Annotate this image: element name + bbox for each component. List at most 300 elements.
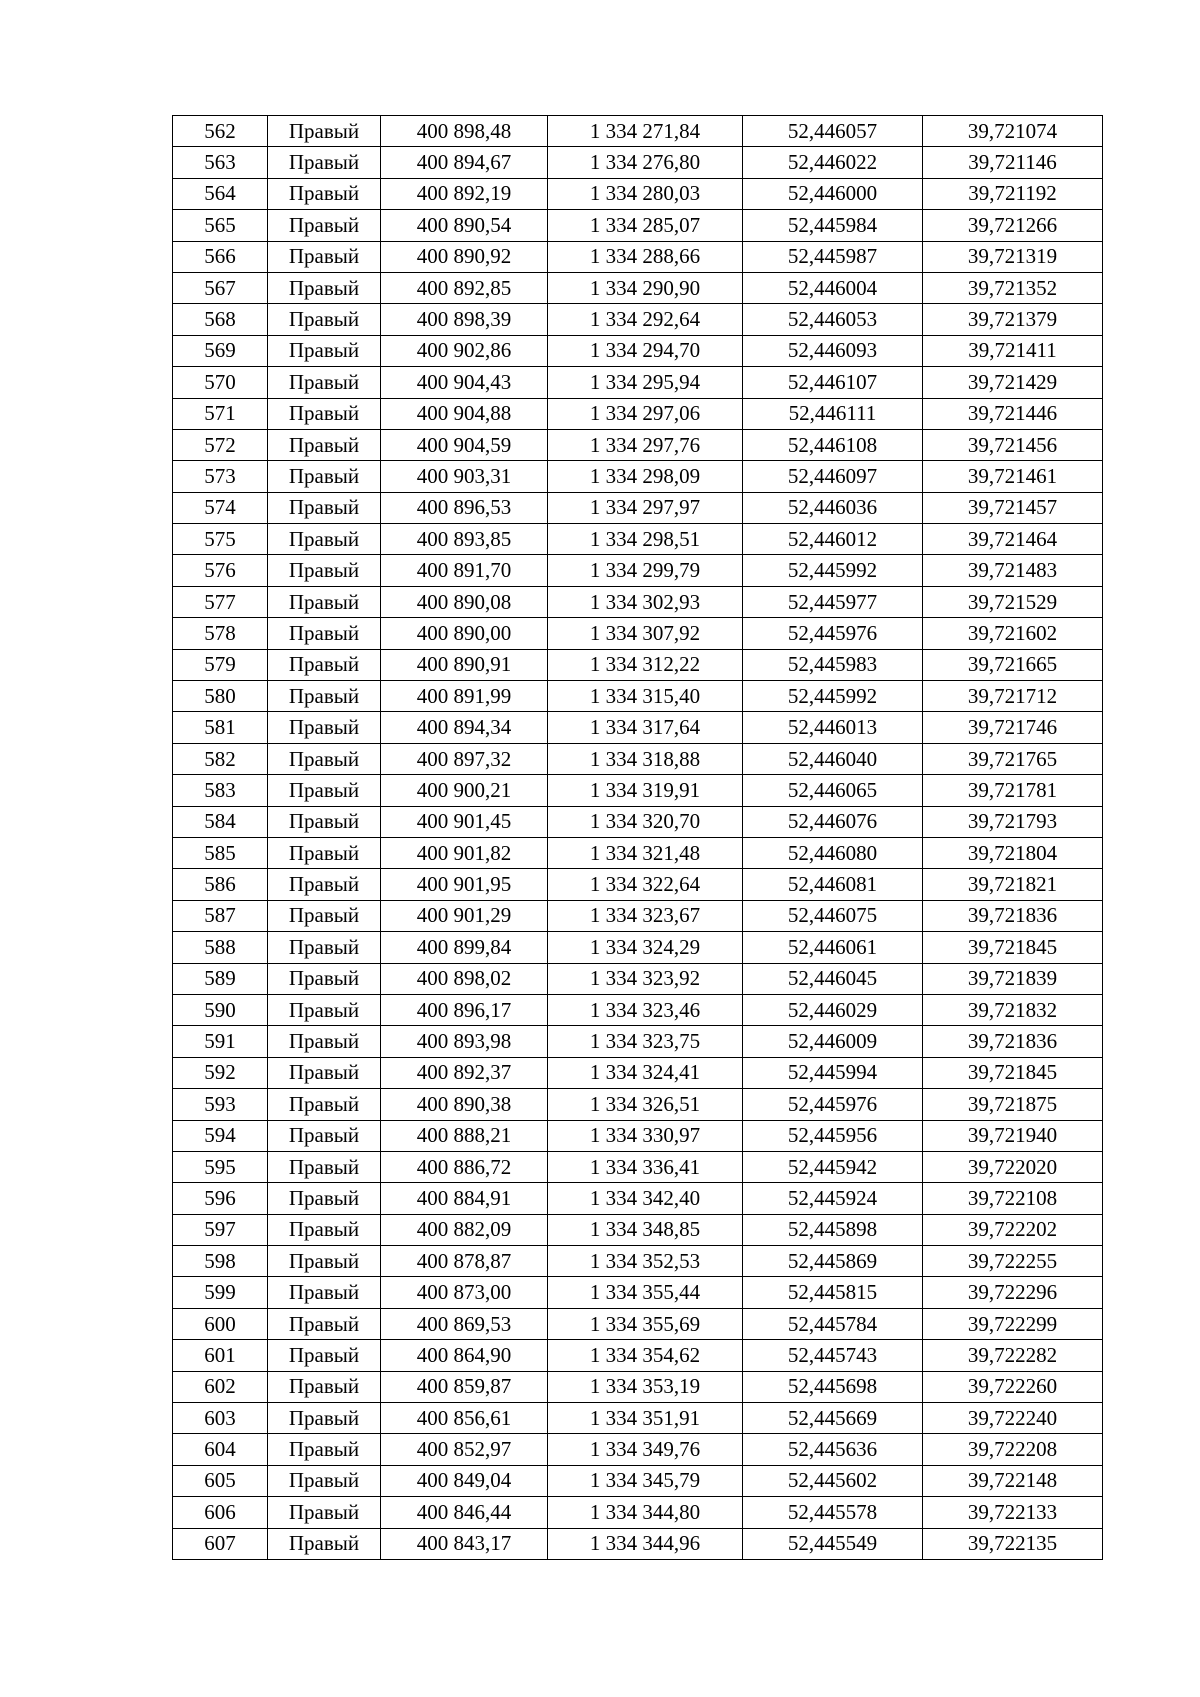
x-coordinate-cell: 400 864,90	[381, 1340, 548, 1371]
side-cell: Правый	[268, 837, 381, 868]
side-cell: Правый	[268, 1465, 381, 1496]
y-coordinate-cell: 1 334 317,64	[548, 712, 743, 743]
y-coordinate-cell: 1 334 276,80	[548, 147, 743, 178]
latitude-cell: 52,445815	[743, 1277, 923, 1308]
point-number-cell: 601	[173, 1340, 268, 1371]
point-number-cell: 603	[173, 1403, 268, 1434]
side-cell: Правый	[268, 116, 381, 147]
table-row	[173, 1026, 1103, 1057]
table-row	[173, 1183, 1103, 1214]
side-cell: Правый	[268, 869, 381, 900]
point-number-cell: 585	[173, 837, 268, 868]
side-cell: Правый	[268, 304, 381, 335]
table-row	[173, 1528, 1103, 1559]
x-coordinate-cell: 400 890,54	[381, 210, 548, 241]
x-coordinate-cell: 400 884,91	[381, 1183, 548, 1214]
point-number-cell: 563	[173, 147, 268, 178]
y-coordinate-cell: 1 334 355,69	[548, 1308, 743, 1339]
longitude-cell: 39,721821	[923, 869, 1103, 900]
side-cell: Правый	[268, 743, 381, 774]
table-row	[173, 1434, 1103, 1465]
side-cell: Правый	[268, 461, 381, 492]
point-number-cell: 594	[173, 1120, 268, 1151]
table-row	[173, 1403, 1103, 1434]
x-coordinate-cell: 400 902,86	[381, 335, 548, 366]
table-row	[173, 681, 1103, 712]
point-number-cell: 590	[173, 994, 268, 1025]
x-coordinate-cell: 400 843,17	[381, 1528, 548, 1559]
latitude-cell: 52,445549	[743, 1528, 923, 1559]
y-coordinate-cell: 1 334 319,91	[548, 775, 743, 806]
side-cell: Правый	[268, 1434, 381, 1465]
y-coordinate-cell: 1 334 297,76	[548, 429, 743, 460]
point-number-cell: 580	[173, 681, 268, 712]
x-coordinate-cell: 400 849,04	[381, 1465, 548, 1496]
point-number-cell: 578	[173, 618, 268, 649]
latitude-cell: 52,445578	[743, 1497, 923, 1528]
y-coordinate-cell: 1 334 298,51	[548, 524, 743, 555]
longitude-cell: 39,721456	[923, 429, 1103, 460]
table-row	[173, 272, 1103, 303]
table-row	[173, 116, 1103, 147]
longitude-cell: 39,721602	[923, 618, 1103, 649]
latitude-cell: 52,446009	[743, 1026, 923, 1057]
longitude-cell: 39,722208	[923, 1434, 1103, 1465]
point-number-cell: 587	[173, 900, 268, 931]
latitude-cell: 52,446029	[743, 994, 923, 1025]
point-number-cell: 600	[173, 1308, 268, 1339]
point-number-cell: 592	[173, 1057, 268, 1088]
point-number-cell: 575	[173, 524, 268, 555]
point-number-cell: 607	[173, 1528, 268, 1559]
x-coordinate-cell: 400 891,70	[381, 555, 548, 586]
latitude-cell: 52,446013	[743, 712, 923, 743]
x-coordinate-cell: 400 894,67	[381, 147, 548, 178]
table-row	[173, 806, 1103, 837]
latitude-cell: 52,446061	[743, 932, 923, 963]
point-number-cell: 572	[173, 429, 268, 460]
side-cell: Правый	[268, 649, 381, 680]
table-row	[173, 775, 1103, 806]
x-coordinate-cell: 400 890,00	[381, 618, 548, 649]
table-row	[173, 367, 1103, 398]
point-number-cell: 588	[173, 932, 268, 963]
x-coordinate-cell: 400 892,19	[381, 178, 548, 209]
side-cell: Правый	[268, 1089, 381, 1120]
point-number-cell: 591	[173, 1026, 268, 1057]
latitude-cell: 52,446111	[743, 398, 923, 429]
latitude-cell: 52,446053	[743, 304, 923, 335]
table-row	[173, 649, 1103, 680]
latitude-cell: 52,446080	[743, 837, 923, 868]
longitude-cell: 39,722240	[923, 1403, 1103, 1434]
point-number-cell: 581	[173, 712, 268, 743]
y-coordinate-cell: 1 334 349,76	[548, 1434, 743, 1465]
side-cell: Правый	[268, 681, 381, 712]
y-coordinate-cell: 1 334 352,53	[548, 1246, 743, 1277]
longitude-cell: 39,722282	[923, 1340, 1103, 1371]
longitude-cell: 39,721483	[923, 555, 1103, 586]
latitude-cell: 52,446081	[743, 869, 923, 900]
longitude-cell: 39,721836	[923, 1026, 1103, 1057]
longitude-cell: 39,722260	[923, 1371, 1103, 1402]
side-cell: Правый	[268, 806, 381, 837]
point-number-cell: 568	[173, 304, 268, 335]
x-coordinate-cell: 400 892,37	[381, 1057, 548, 1088]
x-coordinate-cell: 400 890,38	[381, 1089, 548, 1120]
x-coordinate-cell: 400 904,88	[381, 398, 548, 429]
y-coordinate-cell: 1 334 299,79	[548, 555, 743, 586]
x-coordinate-cell: 400 856,61	[381, 1403, 548, 1434]
longitude-cell: 39,721379	[923, 304, 1103, 335]
point-number-cell: 576	[173, 555, 268, 586]
table-row	[173, 524, 1103, 555]
longitude-cell: 39,721781	[923, 775, 1103, 806]
latitude-cell: 52,445698	[743, 1371, 923, 1402]
longitude-cell: 39,721832	[923, 994, 1103, 1025]
x-coordinate-cell: 400 852,97	[381, 1434, 548, 1465]
longitude-cell: 39,722296	[923, 1277, 1103, 1308]
x-coordinate-cell: 400 890,08	[381, 586, 548, 617]
table-row	[173, 398, 1103, 429]
longitude-cell: 39,721192	[923, 178, 1103, 209]
y-coordinate-cell: 1 334 323,46	[548, 994, 743, 1025]
side-cell: Правый	[268, 1277, 381, 1308]
point-number-cell: 579	[173, 649, 268, 680]
table-row	[173, 429, 1103, 460]
y-coordinate-cell: 1 334 326,51	[548, 1089, 743, 1120]
x-coordinate-cell: 400 899,84	[381, 932, 548, 963]
point-number-cell: 589	[173, 963, 268, 994]
x-coordinate-cell: 400 892,85	[381, 272, 548, 303]
point-number-cell: 584	[173, 806, 268, 837]
table-row	[173, 994, 1103, 1025]
x-coordinate-cell: 400 869,53	[381, 1308, 548, 1339]
longitude-cell: 39,722202	[923, 1214, 1103, 1245]
longitude-cell: 39,721746	[923, 712, 1103, 743]
latitude-cell: 52,446097	[743, 461, 923, 492]
side-cell: Правый	[268, 900, 381, 931]
table-row	[173, 492, 1103, 523]
y-coordinate-cell: 1 334 295,94	[548, 367, 743, 398]
longitude-cell: 39,721793	[923, 806, 1103, 837]
side-cell: Правый	[268, 1214, 381, 1245]
table-row	[173, 461, 1103, 492]
table-row	[173, 963, 1103, 994]
point-number-cell: 599	[173, 1277, 268, 1308]
longitude-cell: 39,721940	[923, 1120, 1103, 1151]
table-row	[173, 178, 1103, 209]
side-cell: Правый	[268, 712, 381, 743]
side-cell: Правый	[268, 210, 381, 241]
x-coordinate-cell: 400 896,53	[381, 492, 548, 523]
table-row	[173, 1057, 1103, 1088]
table-row	[173, 932, 1103, 963]
side-cell: Правый	[268, 524, 381, 555]
latitude-cell: 52,445743	[743, 1340, 923, 1371]
point-number-cell: 571	[173, 398, 268, 429]
point-number-cell: 577	[173, 586, 268, 617]
y-coordinate-cell: 1 334 323,67	[548, 900, 743, 931]
x-coordinate-cell: 400 859,87	[381, 1371, 548, 1402]
side-cell: Правый	[268, 429, 381, 460]
side-cell: Правый	[268, 1403, 381, 1434]
point-number-cell: 598	[173, 1246, 268, 1277]
side-cell: Правый	[268, 1057, 381, 1088]
latitude-cell: 52,445992	[743, 681, 923, 712]
table-row	[173, 712, 1103, 743]
longitude-cell: 39,721446	[923, 398, 1103, 429]
longitude-cell: 39,721875	[923, 1089, 1103, 1120]
x-coordinate-cell: 400 897,32	[381, 743, 548, 774]
y-coordinate-cell: 1 334 297,97	[548, 492, 743, 523]
table-row	[173, 241, 1103, 272]
longitude-cell: 39,722020	[923, 1151, 1103, 1182]
y-coordinate-cell: 1 334 344,80	[548, 1497, 743, 1528]
point-number-cell: 605	[173, 1465, 268, 1496]
y-coordinate-cell: 1 334 342,40	[548, 1183, 743, 1214]
y-coordinate-cell: 1 334 315,40	[548, 681, 743, 712]
latitude-cell: 52,446093	[743, 335, 923, 366]
y-coordinate-cell: 1 334 355,44	[548, 1277, 743, 1308]
table-row	[173, 1497, 1103, 1528]
latitude-cell: 52,445984	[743, 210, 923, 241]
y-coordinate-cell: 1 334 345,79	[548, 1465, 743, 1496]
table-row	[173, 1340, 1103, 1371]
latitude-cell: 52,446057	[743, 116, 923, 147]
latitude-cell: 52,446004	[743, 272, 923, 303]
y-coordinate-cell: 1 334 321,48	[548, 837, 743, 868]
longitude-cell: 39,721074	[923, 116, 1103, 147]
longitude-cell: 39,721845	[923, 932, 1103, 963]
latitude-cell: 52,445669	[743, 1403, 923, 1434]
y-coordinate-cell: 1 334 324,29	[548, 932, 743, 963]
latitude-cell: 52,445983	[743, 649, 923, 680]
latitude-cell: 52,445994	[743, 1057, 923, 1088]
latitude-cell: 52,445602	[743, 1465, 923, 1496]
latitude-cell: 52,446045	[743, 963, 923, 994]
point-number-cell: 595	[173, 1151, 268, 1182]
latitude-cell: 52,446000	[743, 178, 923, 209]
x-coordinate-cell: 400 890,92	[381, 241, 548, 272]
y-coordinate-cell: 1 334 354,62	[548, 1340, 743, 1371]
point-number-cell: 597	[173, 1214, 268, 1245]
latitude-cell: 52,445636	[743, 1434, 923, 1465]
latitude-cell: 52,446075	[743, 900, 923, 931]
longitude-cell: 39,722135	[923, 1528, 1103, 1559]
point-number-cell: 564	[173, 178, 268, 209]
table-row	[173, 1465, 1103, 1496]
y-coordinate-cell: 1 334 353,19	[548, 1371, 743, 1402]
latitude-cell: 52,445987	[743, 241, 923, 272]
table-row	[173, 1214, 1103, 1245]
table-row	[173, 618, 1103, 649]
side-cell: Правый	[268, 1308, 381, 1339]
table-row	[173, 1277, 1103, 1308]
longitude-cell: 39,722255	[923, 1246, 1103, 1277]
y-coordinate-cell: 1 334 271,84	[548, 116, 743, 147]
x-coordinate-cell: 400 846,44	[381, 1497, 548, 1528]
table-row	[173, 210, 1103, 241]
x-coordinate-cell: 400 882,09	[381, 1214, 548, 1245]
longitude-cell: 39,721429	[923, 367, 1103, 398]
latitude-cell: 52,445976	[743, 1089, 923, 1120]
longitude-cell: 39,721266	[923, 210, 1103, 241]
side-cell: Правый	[268, 367, 381, 398]
side-cell: Правый	[268, 335, 381, 366]
point-number-cell: 604	[173, 1434, 268, 1465]
side-cell: Правый	[268, 1026, 381, 1057]
point-number-cell: 602	[173, 1371, 268, 1402]
point-number-cell: 574	[173, 492, 268, 523]
longitude-cell: 39,721836	[923, 900, 1103, 931]
x-coordinate-cell: 400 904,59	[381, 429, 548, 460]
coordinates-table-body	[173, 116, 1103, 1560]
longitude-cell: 39,721804	[923, 837, 1103, 868]
side-cell: Правый	[268, 492, 381, 523]
x-coordinate-cell: 400 873,00	[381, 1277, 548, 1308]
y-coordinate-cell: 1 334 297,06	[548, 398, 743, 429]
y-coordinate-cell: 1 334 292,64	[548, 304, 743, 335]
point-number-cell: 582	[173, 743, 268, 774]
point-number-cell: 583	[173, 775, 268, 806]
y-coordinate-cell: 1 334 323,75	[548, 1026, 743, 1057]
point-number-cell: 586	[173, 869, 268, 900]
point-number-cell: 606	[173, 1497, 268, 1528]
point-number-cell: 566	[173, 241, 268, 272]
longitude-cell: 39,721411	[923, 335, 1103, 366]
table-row	[173, 1089, 1103, 1120]
table-row	[173, 1151, 1103, 1182]
point-number-cell: 570	[173, 367, 268, 398]
longitude-cell: 39,722108	[923, 1183, 1103, 1214]
side-cell: Правый	[268, 147, 381, 178]
longitude-cell: 39,721839	[923, 963, 1103, 994]
side-cell: Правый	[268, 1497, 381, 1528]
longitude-cell: 39,721845	[923, 1057, 1103, 1088]
y-coordinate-cell: 1 334 288,66	[548, 241, 743, 272]
point-number-cell: 565	[173, 210, 268, 241]
side-cell: Правый	[268, 178, 381, 209]
table-row	[173, 147, 1103, 178]
x-coordinate-cell: 400 890,91	[381, 649, 548, 680]
point-number-cell: 596	[173, 1183, 268, 1214]
x-coordinate-cell: 400 904,43	[381, 367, 548, 398]
side-cell: Правый	[268, 1246, 381, 1277]
table-row	[173, 1246, 1103, 1277]
table-row	[173, 743, 1103, 774]
x-coordinate-cell: 400 901,45	[381, 806, 548, 837]
latitude-cell: 52,445956	[743, 1120, 923, 1151]
table-row	[173, 555, 1103, 586]
longitude-cell: 39,721765	[923, 743, 1103, 774]
side-cell: Правый	[268, 932, 381, 963]
side-cell: Правый	[268, 1151, 381, 1182]
x-coordinate-cell: 400 888,21	[381, 1120, 548, 1151]
longitude-cell: 39,722133	[923, 1497, 1103, 1528]
table-row	[173, 869, 1103, 900]
longitude-cell: 39,721464	[923, 524, 1103, 555]
longitude-cell: 39,721319	[923, 241, 1103, 272]
coordinates-table	[172, 115, 1103, 1560]
latitude-cell: 52,445977	[743, 586, 923, 617]
longitude-cell: 39,722148	[923, 1465, 1103, 1496]
side-cell: Правый	[268, 1183, 381, 1214]
x-coordinate-cell: 400 896,17	[381, 994, 548, 1025]
side-cell: Правый	[268, 398, 381, 429]
latitude-cell: 52,446076	[743, 806, 923, 837]
point-number-cell: 567	[173, 272, 268, 303]
table-row	[173, 1120, 1103, 1151]
latitude-cell: 52,445869	[743, 1246, 923, 1277]
y-coordinate-cell: 1 334 307,92	[548, 618, 743, 649]
side-cell: Правый	[268, 1120, 381, 1151]
y-coordinate-cell: 1 334 336,41	[548, 1151, 743, 1182]
x-coordinate-cell: 400 898,39	[381, 304, 548, 335]
x-coordinate-cell: 400 903,31	[381, 461, 548, 492]
latitude-cell: 52,446012	[743, 524, 923, 555]
latitude-cell: 52,445924	[743, 1183, 923, 1214]
table-row	[173, 1308, 1103, 1339]
y-coordinate-cell: 1 334 294,70	[548, 335, 743, 366]
y-coordinate-cell: 1 334 318,88	[548, 743, 743, 774]
latitude-cell: 52,445942	[743, 1151, 923, 1182]
longitude-cell: 39,721665	[923, 649, 1103, 680]
latitude-cell: 52,446040	[743, 743, 923, 774]
x-coordinate-cell: 400 878,87	[381, 1246, 548, 1277]
point-number-cell: 562	[173, 116, 268, 147]
x-coordinate-cell: 400 901,29	[381, 900, 548, 931]
y-coordinate-cell: 1 334 348,85	[548, 1214, 743, 1245]
longitude-cell: 39,721529	[923, 586, 1103, 617]
point-number-cell: 569	[173, 335, 268, 366]
table-row	[173, 837, 1103, 868]
latitude-cell: 52,446108	[743, 429, 923, 460]
side-cell: Правый	[268, 618, 381, 649]
longitude-cell: 39,721146	[923, 147, 1103, 178]
y-coordinate-cell: 1 334 351,91	[548, 1403, 743, 1434]
x-coordinate-cell: 400 893,85	[381, 524, 548, 555]
y-coordinate-cell: 1 334 298,09	[548, 461, 743, 492]
side-cell: Правый	[268, 586, 381, 617]
latitude-cell: 52,445784	[743, 1308, 923, 1339]
x-coordinate-cell: 400 894,34	[381, 712, 548, 743]
side-cell: Правый	[268, 1528, 381, 1559]
side-cell: Правый	[268, 1340, 381, 1371]
longitude-cell: 39,721457	[923, 492, 1103, 523]
point-number-cell: 593	[173, 1089, 268, 1120]
longitude-cell: 39,721461	[923, 461, 1103, 492]
x-coordinate-cell: 400 898,02	[381, 963, 548, 994]
side-cell: Правый	[268, 241, 381, 272]
latitude-cell: 52,446022	[743, 147, 923, 178]
latitude-cell: 52,446065	[743, 775, 923, 806]
latitude-cell: 52,445992	[743, 555, 923, 586]
latitude-cell: 52,446036	[743, 492, 923, 523]
latitude-cell: 52,446107	[743, 367, 923, 398]
longitude-cell: 39,721352	[923, 272, 1103, 303]
point-number-cell: 573	[173, 461, 268, 492]
side-cell: Правый	[268, 1371, 381, 1402]
longitude-cell: 39,722299	[923, 1308, 1103, 1339]
table-row	[173, 304, 1103, 335]
table-row	[173, 586, 1103, 617]
x-coordinate-cell: 400 901,82	[381, 837, 548, 868]
y-coordinate-cell: 1 334 285,07	[548, 210, 743, 241]
y-coordinate-cell: 1 334 323,92	[548, 963, 743, 994]
x-coordinate-cell: 400 901,95	[381, 869, 548, 900]
table-row	[173, 335, 1103, 366]
